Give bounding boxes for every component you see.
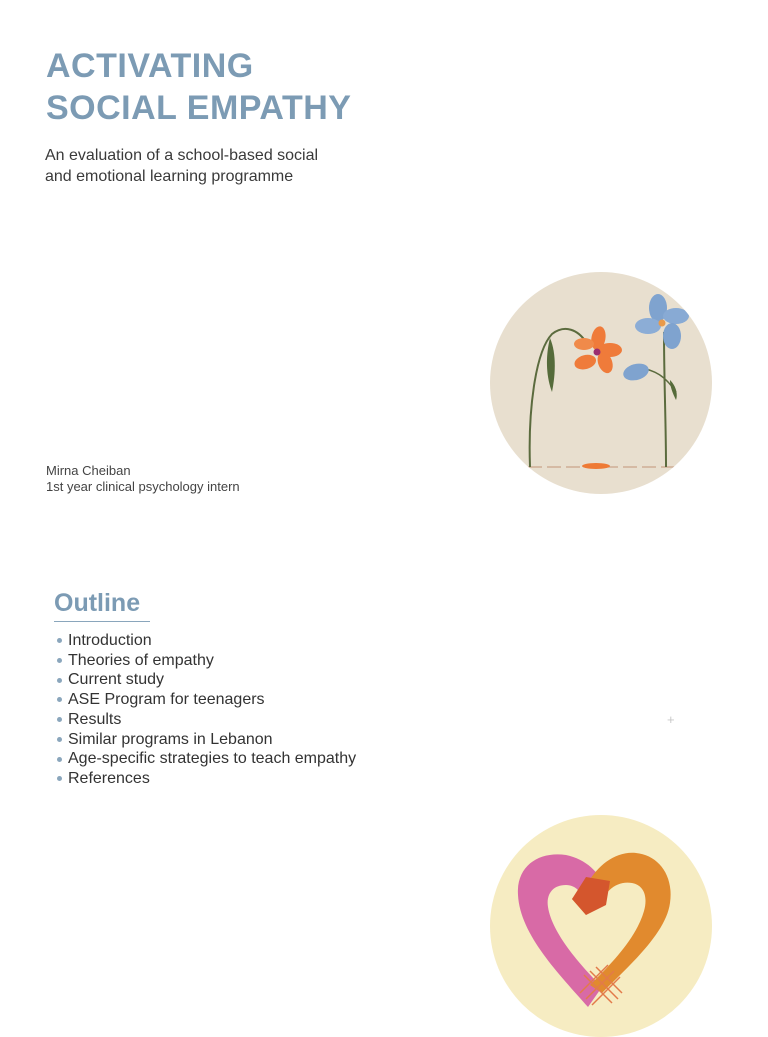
list-item-label: Similar programs in Lebanon (68, 730, 273, 748)
list-item (57, 670, 356, 690)
list-item-label: Results (68, 710, 122, 728)
list-item (57, 730, 356, 750)
bullet-icon (57, 776, 62, 781)
bullet-icon (57, 697, 62, 702)
bullet-icon (57, 757, 62, 762)
title-line-2: SOCIAL EMPATHY (46, 89, 352, 127)
list-item (57, 710, 356, 730)
list-item (57, 690, 356, 710)
author-name: Mirna Cheiban (46, 463, 131, 478)
list-item-label: Introduction (68, 632, 152, 649)
list-item (57, 651, 356, 671)
flowers-illustration (490, 272, 712, 494)
list-item-label: ASE Program for teenagers (68, 691, 265, 709)
author-role: 1st year clinical psychology intern (46, 479, 240, 494)
list-item (57, 631, 356, 651)
list-item-label: Age-specific strategies to teach empathy (68, 750, 357, 768)
bullet-icon (57, 678, 62, 683)
list-item (57, 749, 356, 769)
outline-heading: Outline (54, 589, 141, 617)
subtitle-line-1: An evaluation of a school-based social (45, 147, 319, 164)
bullet-icon (57, 658, 62, 663)
outline-list (57, 631, 356, 789)
bullet-icon (57, 737, 62, 742)
list-item-label: Theories of empathy (68, 651, 214, 669)
heart-hands-illustration (490, 815, 712, 1037)
outline-slide (0, 540, 768, 1024)
subtitle-line-2: and emotional learning programme (45, 168, 294, 185)
bullet-icon (57, 638, 62, 643)
plus-icon: + (667, 712, 675, 727)
list-item (57, 769, 356, 789)
list-item-label: References (68, 769, 150, 787)
bullet-icon (57, 717, 62, 722)
list-item-label: Current study (68, 671, 165, 689)
outline-underline (54, 621, 150, 622)
title-line-1: ACTIVATING (46, 47, 254, 85)
